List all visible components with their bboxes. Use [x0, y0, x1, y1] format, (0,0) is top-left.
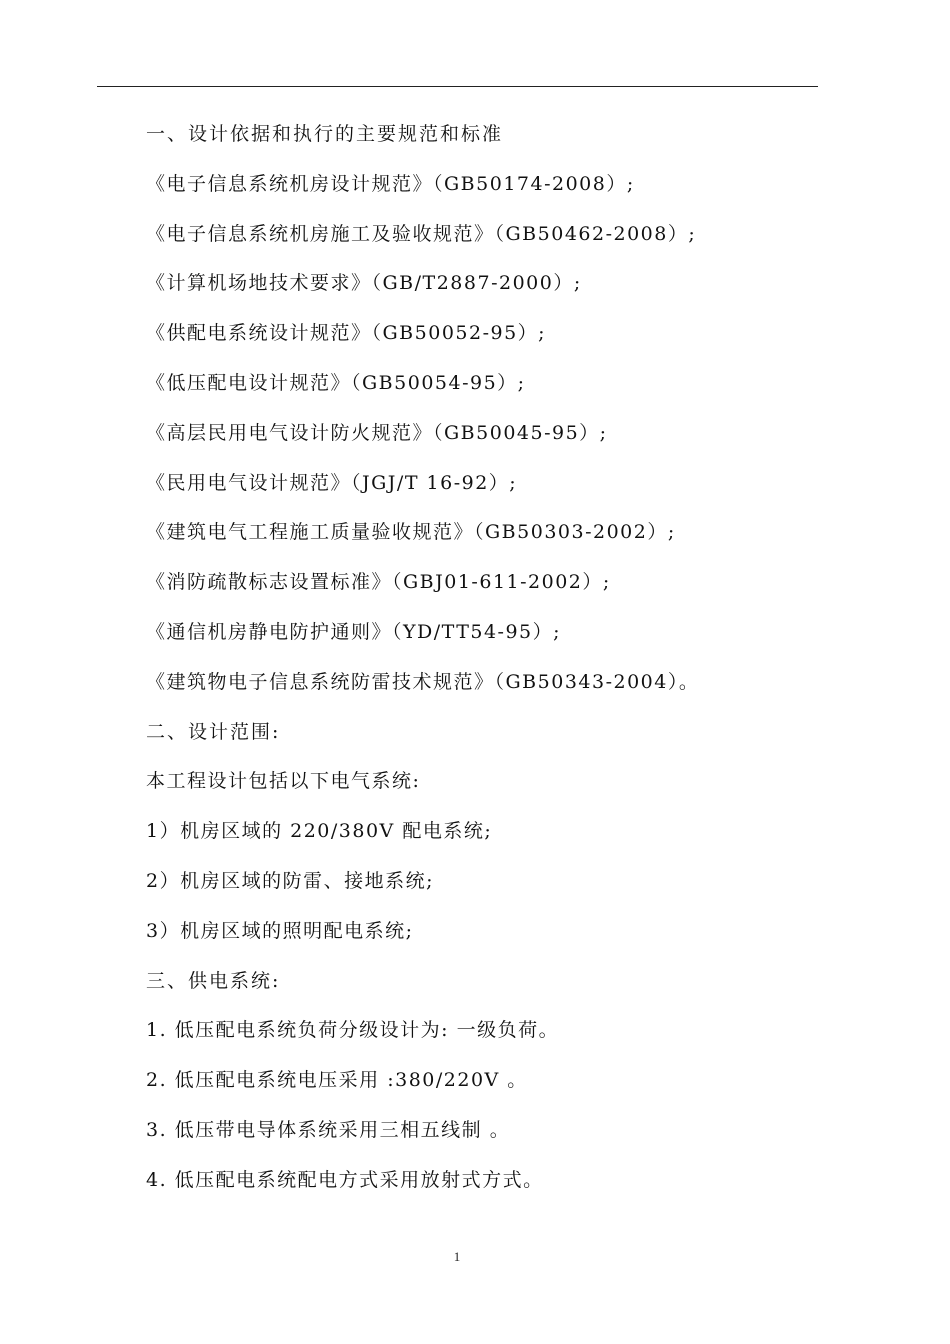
- scope-item: 2）机房区域的防雷、接地系统;: [146, 869, 434, 892]
- standard-item: 《建筑物电子信息系统防雷技术规范》（GB50343-2004）。: [146, 670, 700, 693]
- section-heading-power: 三、供电系统:: [146, 969, 281, 992]
- standard-item: 《高层民用电气设计防火规范》（GB50045-95）;: [146, 421, 608, 444]
- power-item: 4. 低压配电系统配电方式采用放射式方式。: [146, 1168, 544, 1191]
- section-heading-scope: 二、设计范围:: [146, 720, 281, 743]
- standard-item: 《电子信息系统机房施工及验收规范》（GB50462-2008）;: [146, 222, 697, 245]
- standard-item: 《电子信息系统机房设计规范》（GB50174-2008）;: [146, 172, 635, 195]
- standard-item: 《通信机房静电防护通则》（YD/TT54-95）;: [146, 620, 562, 643]
- standard-item: 《计算机场地技术要求》（GB/T2887-2000）;: [146, 272, 582, 295]
- scope-item: 3）机房区域的照明配电系统;: [146, 919, 414, 942]
- standard-item: 《建筑电气工程施工质量验收规范》（GB50303-2002）;: [146, 521, 676, 544]
- section-heading-basis: 一、设计依据和执行的主要规范和标准: [146, 123, 504, 145]
- standard-item: 《低压配电设计规范》（GB50054-95）;: [146, 371, 526, 394]
- standard-item: 《供配电系统设计规范》（GB50052-95）;: [146, 322, 547, 345]
- standard-item: 《消防疏散标志设置标准》（GBJ01-611-2002）;: [146, 571, 611, 594]
- power-item: 1. 低压配电系统负荷分级设计为: 一级负荷。: [146, 1019, 560, 1042]
- header-rule: [97, 86, 818, 87]
- power-item: 3. 低压带电导体系统采用三相五线制 。: [146, 1118, 511, 1141]
- power-item: 2. 低压配电系统电压采用 :380/220V 。: [146, 1069, 528, 1092]
- scope-intro: 本工程设计包括以下电气系统:: [146, 770, 421, 793]
- document-body: [146, 114, 846, 1210]
- standard-item: 《民用电气设计规范》（JGJ/T 16-92）;: [146, 471, 518, 494]
- page-number: 1: [453, 1249, 461, 1264]
- scope-item: 1）机房区域的 220/380V 配电系统;: [146, 820, 493, 843]
